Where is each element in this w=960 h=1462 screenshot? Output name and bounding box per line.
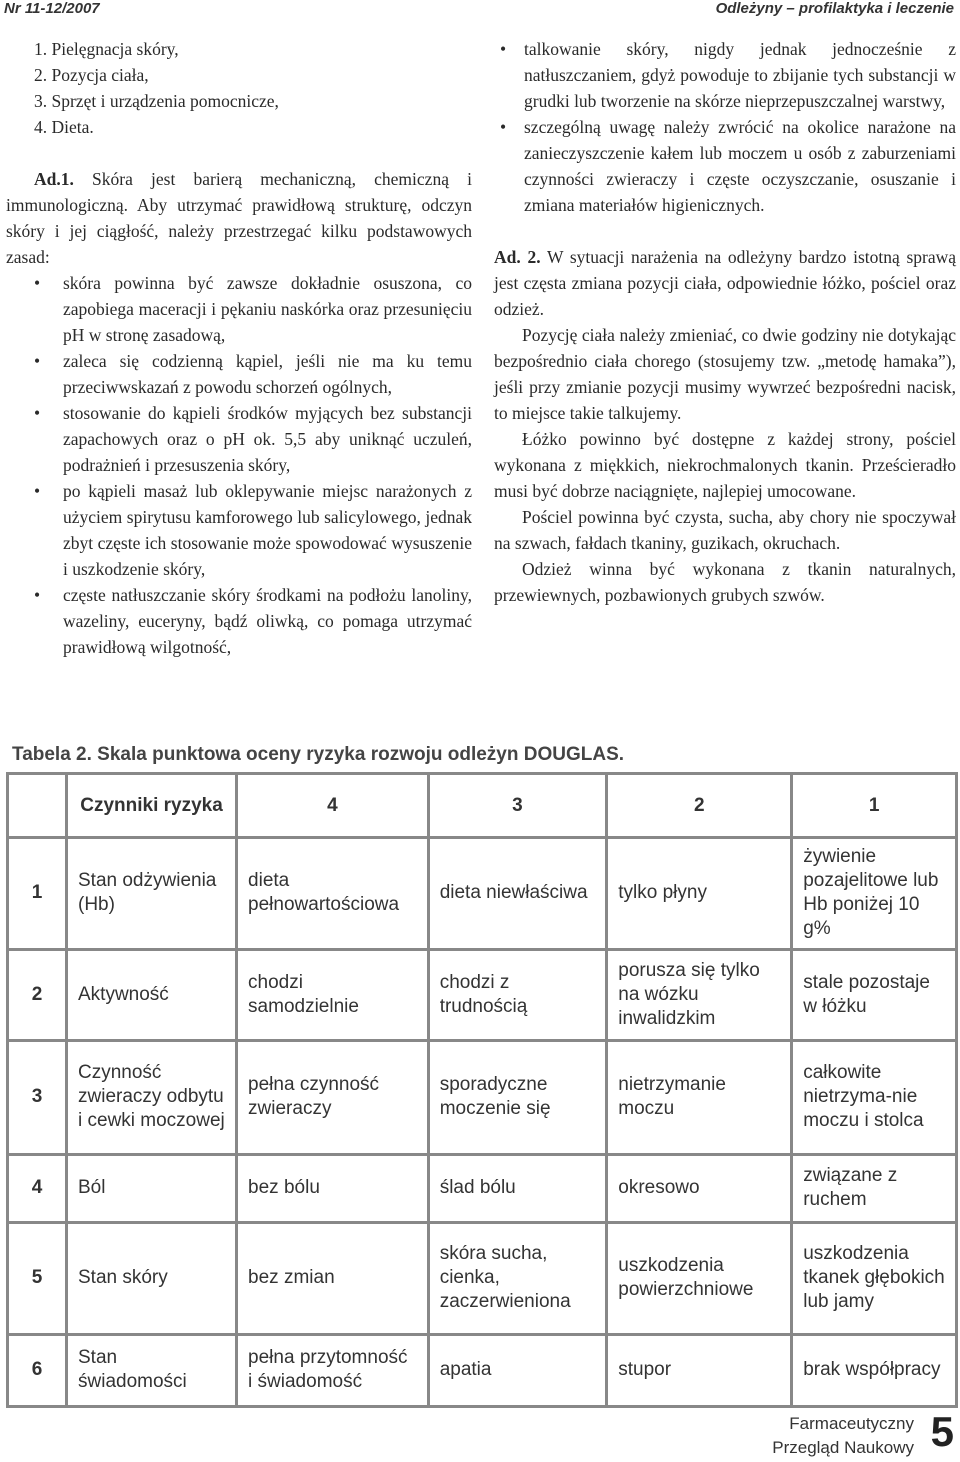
table-cell: żywienie pozajelitowe lub Hb poniżej 10 g%: [792, 838, 957, 950]
list-item: [6, 582, 472, 660]
douglas-table: [6, 772, 958, 1408]
bullet-icon: •: [34, 481, 41, 501]
bullet-text: częste natłuszczanie skóry środkami na podłożu lanoliny, wazeliny, euceryny, bądź oliwką, co pomaga utrzymać prawidłową wilgotność,: [63, 585, 472, 657]
paragraph: Odzież winna być wykonana z tkanin naturalnych, przewiewnych, pozbawionych grubych szwów.: [494, 559, 956, 605]
table-cell: Czynność zwieraczy odbytu i cewki moczowej: [67, 1040, 237, 1154]
table-cell: pełna przytomność i świadomość: [237, 1334, 429, 1406]
table-cell: skóra sucha, cienka, zaczerwieniona: [428, 1222, 607, 1334]
table-cell: Aktywność: [67, 949, 237, 1040]
table-row: [8, 1040, 957, 1154]
table-cell: porusza się tylko na wózku inwalidzkim: [607, 949, 792, 1040]
list-item: [494, 36, 956, 114]
left-column: [6, 36, 472, 660]
bullet-icon: •: [34, 351, 41, 371]
table-cell: uszkodzenia tkanek głębokich lub jamy: [792, 1222, 957, 1334]
bullet-icon: •: [500, 117, 507, 137]
page-number: 5: [930, 1408, 954, 1455]
bullet-list: [6, 270, 472, 660]
row-number: 2: [8, 949, 67, 1040]
table-header-cell: 3: [428, 774, 607, 838]
paragraph: Pozycję ciała należy zmieniać, co dwie godziny nie dotykając bezpośrednio ciała chorego (stosujemy tzw. „metodę hamaka”), jeśli przy zmianie pozycji musimy wywrzeć bezpośredni nacisk, to miejsce takie talkujemy.: [494, 325, 956, 423]
bullet-text: szczególną uwagę należy zwrócić na okolice narażone na zanieczyszczenie kałem lub moczem u osób z zaburzeniami czynności zwieraczy i częste oczyszczanie, osuszanie i zmiana materiałów higienicznych.: [524, 117, 956, 215]
ad1-label: Ad.1.: [34, 169, 74, 189]
list-item: [6, 270, 472, 348]
list-item: [494, 114, 956, 218]
table-header-cell: 4: [237, 774, 429, 838]
table-row: [8, 1222, 957, 1334]
table-cell: chodzi samodzielnie: [237, 949, 429, 1040]
table-cell: nietrzymanie moczu: [607, 1040, 792, 1154]
ad2-text: W sytuacji narażenia na odleżyny bardzo istotną sprawą jest częsta zmiana pozycji ciała, odpowiednie łóżko, pościel oraz odzież.: [494, 247, 957, 319]
table-cell: uszkodzenia powierzchniowe: [607, 1222, 792, 1334]
table-cell: ślad bólu: [428, 1154, 607, 1222]
list-item: 2. Pozycja ciała,: [34, 65, 149, 85]
section-title: Odleżyny – profilaktyka i leczenie: [715, 0, 954, 17]
row-number: 3: [8, 1040, 67, 1154]
list-item: 1. Pielęgnacja skóry,: [34, 39, 179, 59]
table-row: [8, 1154, 957, 1222]
table-cell: stale pozostaje w łóżku: [792, 949, 957, 1040]
bullet-icon: •: [34, 585, 41, 605]
table-cell: Stan skóry: [67, 1222, 237, 1334]
row-number: 4: [8, 1154, 67, 1222]
paragraph: Łóżko powinno być dostępne z każdej strony, pościel wykonana z miękkich, niekrochmalonych tkanin. Prześcieradło musi być dobrze naciągnięte, najlepiej umocowane.: [494, 429, 956, 501]
row-number: 5: [8, 1222, 67, 1334]
bullet-icon: •: [34, 403, 41, 423]
table-row: [8, 838, 957, 950]
ad1-text: Skóra jest barierą mechaniczną, chemiczną i immunologiczną. Aby utrzymać prawidłową strukturę, odczyn skóry i jej ciągłość, należy przestrzegać kilku podstawowych zasad:: [6, 169, 472, 267]
table-cell: dieta pełnowartościowa: [237, 838, 429, 950]
table-cell: pełna czynność zwieraczy: [237, 1040, 429, 1154]
bullet-icon: •: [34, 273, 41, 293]
bullet-list: [494, 36, 956, 218]
table-header-cell: 2: [607, 774, 792, 838]
bullet-icon: •: [500, 39, 507, 59]
ad2-label: Ad. 2.: [494, 247, 541, 267]
ad1-paragraph: [6, 166, 472, 270]
table-title: Tabela 2. Skala punktowa oceny ryzyka rozwoju odleżyn DOUGLAS.: [12, 744, 625, 765]
table-cell: bez zmian: [237, 1222, 429, 1334]
bullet-text: talkowanie skóry, nigdy jednak jednocześnie z natłuszczaniem, gdyż powoduje to zbijanie tych substancji w grudki lub tworzenie na skórze nieprzepuszczalnej warstwy,: [524, 39, 956, 111]
table-cell: tylko płyny: [607, 838, 792, 950]
issue-number: Nr 11-12/2007: [4, 0, 100, 17]
table-header-cell: 1: [792, 774, 957, 838]
journal-line: Przegląd Naukowy: [772, 1438, 914, 1457]
table-cell: związane z ruchem: [792, 1154, 957, 1222]
list-item: [6, 400, 472, 478]
row-number: 6: [8, 1334, 67, 1406]
numbered-list: [6, 36, 472, 140]
table-cell: stupor: [607, 1334, 792, 1406]
table-cell: Ból: [67, 1154, 237, 1222]
bullet-text: po kąpieli masaż lub oklepywanie miejsc narażonych z użyciem spirytusu kamforowego lub salicylowego, jednak zbyt częste ich stosowanie może spowodować wysuszenie i uszkodzenie skóry,: [63, 481, 472, 579]
journal-name: [772, 1412, 914, 1460]
list-item: [6, 348, 472, 400]
table-cell: dieta niewłaściwa: [428, 838, 607, 950]
table-cell: apatia: [428, 1334, 607, 1406]
list-item: 3. Sprzęt i urządzenia pomocnicze,: [34, 91, 279, 111]
row-number: 1: [8, 838, 67, 950]
table-cell: okresowo: [607, 1154, 792, 1222]
bullet-text: stosowanie do kąpieli środków myjących bez substancji zapachowych oraz o pH ok. 5,5 aby uniknąć uczuleń, podrażnień i przesuszenia skóry,: [63, 403, 472, 475]
right-column: [494, 36, 956, 608]
table-header-cell: Czynniki ryzyka: [67, 774, 237, 838]
table-row: [8, 949, 957, 1040]
table-row: [8, 1334, 957, 1406]
table-cell: całkowite nietrzyma-nie moczu i stolca: [792, 1040, 957, 1154]
table-header-row: [8, 774, 957, 838]
table-cell: sporadyczne moczenie się: [428, 1040, 607, 1154]
bullet-text: zaleca się codzienną kąpiel, jeśli nie ma ku temu przeciwwskazań z powodu schorzeń ogólnych,: [63, 351, 472, 397]
bullet-text: skóra powinna być zawsze dokładnie osuszona, co zapobiega maceracji i pękaniu naskórka oraz przesunięciu pH w stronę zasadową,: [63, 273, 472, 345]
list-item: [6, 478, 472, 582]
paragraph: Pościel powinna być czysta, sucha, aby chory nie spoczywał na szwach, fałdach tkaniny, guzikach, okruchach.: [494, 507, 956, 553]
table-cell: Stan odżywienia (Hb): [67, 838, 237, 950]
table-header-cell: [8, 774, 67, 838]
journal-line: Farmaceutyczny: [789, 1414, 914, 1433]
ad2-paragraph: [494, 244, 956, 322]
table-cell: Stan świadomości: [67, 1334, 237, 1406]
table-cell: brak współpracy: [792, 1334, 957, 1406]
list-item: 4. Dieta.: [34, 117, 94, 137]
table-cell: chodzi z trudnością: [428, 949, 607, 1040]
table-cell: bez bólu: [237, 1154, 429, 1222]
